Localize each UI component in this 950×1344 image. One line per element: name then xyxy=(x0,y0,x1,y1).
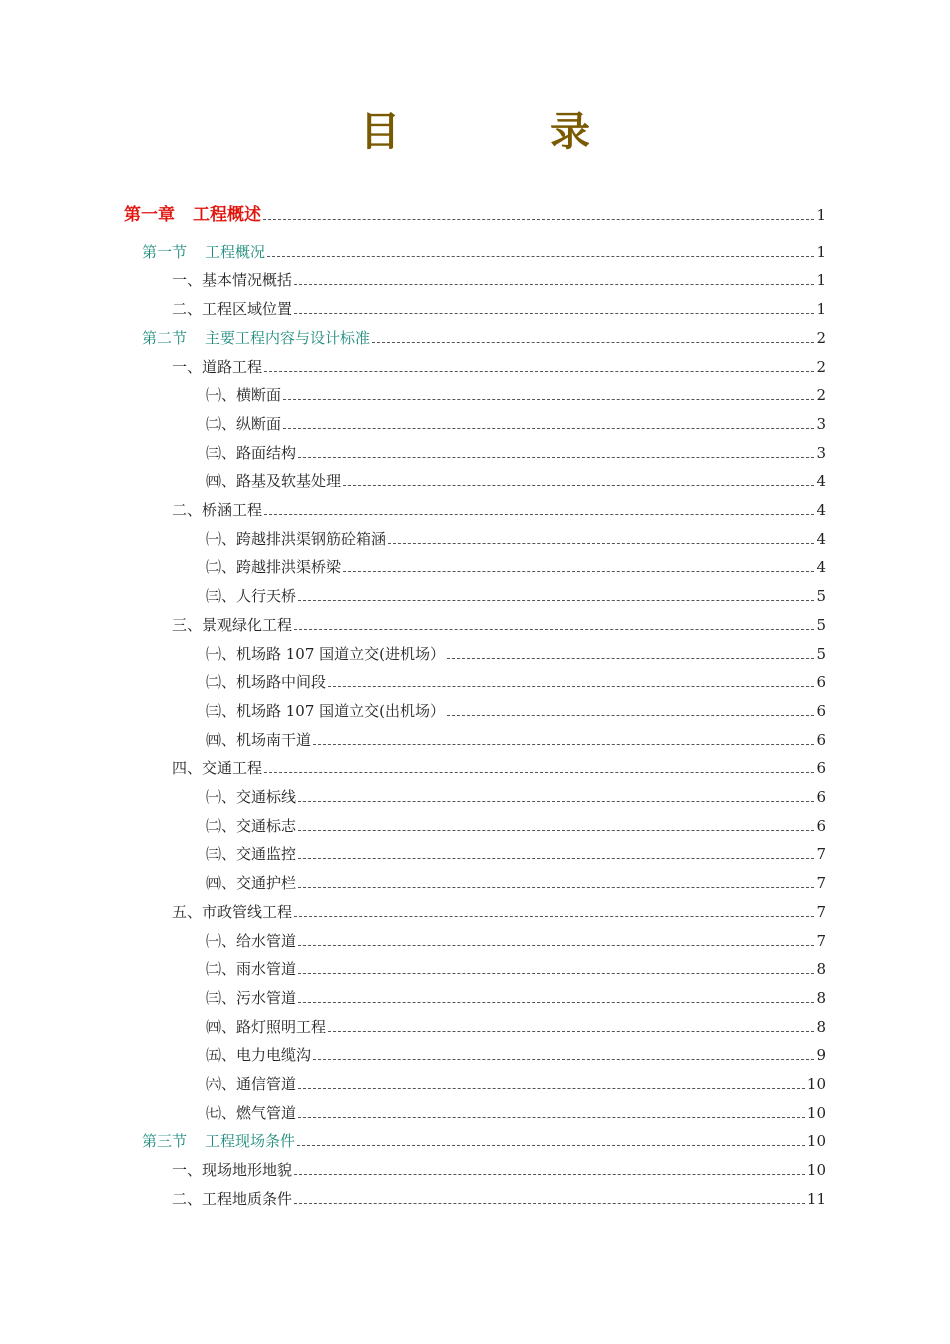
toc-entry-sub[interactable] xyxy=(206,787,826,807)
toc-entry-label: ㈡、纵断面 xyxy=(206,414,282,433)
page-title xyxy=(0,104,950,160)
toc-entry-sub[interactable] xyxy=(206,586,826,606)
toc-leader-line xyxy=(298,600,814,601)
toc-page-number: 10 xyxy=(806,1161,826,1180)
toc-entry-item[interactable] xyxy=(172,357,826,377)
toc-entry-section[interactable] xyxy=(142,328,826,348)
toc-entry-label: 四、交通工程 xyxy=(172,759,263,778)
toc-page-number: 6 xyxy=(816,673,826,692)
toc-page-number: 5 xyxy=(816,644,826,663)
toc-leader-line xyxy=(283,428,814,429)
toc-page-number: 1 xyxy=(816,300,826,319)
toc-entry-label: ㈤、电力电缆沟 xyxy=(206,1046,312,1065)
toc-entry-label: ㈡、雨水管道 xyxy=(206,960,297,979)
toc-page-number: 6 xyxy=(816,701,826,720)
toc-page-number: 7 xyxy=(816,931,826,950)
toc-entry-section[interactable] xyxy=(142,1131,826,1151)
toc-entry-sub[interactable] xyxy=(206,443,826,463)
toc-entry-label: 一、现场地形地貌 xyxy=(172,1161,293,1180)
toc-leader-line xyxy=(298,858,814,859)
toc-entry-label: ㈣、交通护栏 xyxy=(206,874,297,893)
toc-page-number: 2 xyxy=(816,328,826,347)
toc-leader-line xyxy=(294,629,814,630)
toc-entry-chapter[interactable] xyxy=(124,205,826,225)
toc-entry-sub[interactable] xyxy=(206,672,826,692)
toc-page-number: 6 xyxy=(816,788,826,806)
toc-entry-sub[interactable] xyxy=(206,414,826,434)
toc-leader-line xyxy=(283,399,814,400)
toc-entry-label: ㈦、燃气管道 xyxy=(206,1103,297,1122)
toc-leader-line xyxy=(264,772,814,773)
title-char-1: 目 xyxy=(360,109,400,155)
toc-leader-line xyxy=(447,658,814,659)
toc-entry-label: ㈢、机场路 107 国道立交(出机场） xyxy=(206,701,446,720)
toc-entry-number: 第一章 xyxy=(124,205,175,225)
toc-entry-sub[interactable] xyxy=(206,816,826,836)
toc-leader-line xyxy=(298,1117,805,1118)
toc-entry-label: 三、景观绿化工程 xyxy=(172,615,293,634)
toc-leader-line xyxy=(294,1203,805,1204)
toc-entry-text: 主要工程内容与设计标准 xyxy=(205,328,371,347)
toc-entry-label xyxy=(142,242,265,262)
toc-entry-sub[interactable] xyxy=(206,471,826,491)
toc-entry-label: ㈢、污水管道 xyxy=(206,988,297,1007)
toc-entry-label: 二、桥涵工程 xyxy=(172,501,263,519)
toc-entry-number: 第一节 xyxy=(142,242,188,261)
toc-leader-line xyxy=(267,256,814,257)
toc-entry-item[interactable] xyxy=(172,500,826,520)
toc-entry-item[interactable] xyxy=(172,1189,826,1209)
toc-leader-line xyxy=(298,945,814,946)
toc-entry-label xyxy=(124,205,261,225)
toc-entry-text: 工程概述 xyxy=(193,205,261,225)
toc-leader-line xyxy=(298,457,814,458)
toc-page-number: 8 xyxy=(816,988,826,1007)
toc-entry-sub[interactable] xyxy=(206,1017,826,1037)
toc-leader-line xyxy=(298,887,814,888)
toc-entry-number: 第三节 xyxy=(142,1132,188,1151)
toc-entry-item[interactable] xyxy=(172,615,826,635)
toc-page-number: 3 xyxy=(816,414,826,433)
toc-entry-sub[interactable] xyxy=(206,1074,826,1094)
toc-page-number: 1 xyxy=(816,271,826,290)
toc-entry-label: ㈢、路面结构 xyxy=(206,443,297,462)
toc-entry-label: 一、基本情况概括 xyxy=(172,271,293,290)
toc-leader-line xyxy=(328,686,814,687)
toc-page-number: 5 xyxy=(816,587,826,606)
toc-leader-line xyxy=(447,715,814,716)
toc-entry-label: ㈣、机场南干道 xyxy=(206,730,312,749)
toc-page-number: 8 xyxy=(816,1017,826,1036)
toc-page-number: 7 xyxy=(816,845,826,864)
toc-entry-item[interactable] xyxy=(172,902,826,922)
toc-entry-label: ㈠、跨越排洪渠钢筋砼箱涵 xyxy=(206,529,387,548)
toc-page-number: 6 xyxy=(816,730,826,749)
toc-entry-sub[interactable] xyxy=(206,1045,826,1065)
toc-leader-line xyxy=(294,1174,805,1175)
toc-entry-text: 工程概况 xyxy=(205,242,266,261)
toc-leader-line xyxy=(297,1145,805,1146)
toc-entry-label: 二、工程地质条件 xyxy=(172,1189,293,1208)
toc-entry-sub[interactable] xyxy=(206,1103,826,1123)
toc-leader-line xyxy=(343,485,814,486)
toc-entry-label xyxy=(142,328,370,348)
toc-entry-sub[interactable] xyxy=(206,730,826,750)
toc-entry-label: ㈠、交通标线 xyxy=(206,788,297,806)
toc-leader-line xyxy=(298,830,814,831)
toc-page-number: 2 xyxy=(816,357,826,376)
toc-entry-sub[interactable] xyxy=(206,873,826,893)
toc-entry-item[interactable] xyxy=(172,299,826,319)
toc-leader-line xyxy=(263,219,814,220)
toc-entry-label: 五、市政管线工程 xyxy=(172,902,293,921)
toc-entry-label: ㈣、路基及软基处理 xyxy=(206,472,342,491)
toc-page-number: 10 xyxy=(806,1075,826,1093)
toc-entry-label: ㈢、交通监控 xyxy=(206,845,297,864)
toc-entry-sub[interactable] xyxy=(206,529,826,549)
toc-entry-label: ㈢、人行天桥 xyxy=(206,587,297,606)
toc-entry-sub[interactable] xyxy=(206,385,826,405)
toc-page-number: 4 xyxy=(816,558,826,577)
toc-page-number: 4 xyxy=(816,501,826,519)
toc-entry-label: ㈡、机场路中间段 xyxy=(206,673,327,692)
toc-entry-sub[interactable] xyxy=(206,557,826,577)
toc-leader-line xyxy=(313,1059,814,1060)
toc-entry-sub[interactable] xyxy=(206,988,826,1008)
toc-leader-line xyxy=(298,1002,814,1003)
toc-page-number: 9 xyxy=(816,1046,826,1065)
toc-entry-number: 第二节 xyxy=(142,328,188,347)
toc-entry-item[interactable] xyxy=(172,1160,826,1180)
toc-leader-line xyxy=(313,744,814,745)
toc-entry-label: ㈥、通信管道 xyxy=(206,1075,297,1093)
toc-entry-sub[interactable] xyxy=(206,931,826,951)
toc-leader-line xyxy=(343,571,814,572)
toc-entry-label: ㈠、机场路 107 国道立交(进机场） xyxy=(206,644,446,663)
toc-entry-label: ㈠、横断面 xyxy=(206,386,282,405)
toc-leader-line xyxy=(294,313,814,314)
toc-entry-label: ㈣、路灯照明工程 xyxy=(206,1017,327,1036)
toc-leader-line xyxy=(388,543,814,544)
toc-entry-label: ㈡、交通标志 xyxy=(206,816,297,835)
toc-entry-label: 一、道路工程 xyxy=(172,357,263,376)
toc-page-number: 11 xyxy=(806,1189,826,1208)
toc-page-number: 1 xyxy=(816,206,826,224)
toc-leader-line xyxy=(372,342,814,343)
toc-leader-line xyxy=(298,801,814,802)
toc-page-number: 4 xyxy=(816,472,826,491)
toc-entry-sub[interactable] xyxy=(206,644,826,664)
toc-page-number: 2 xyxy=(816,386,826,405)
toc-page-number: 6 xyxy=(816,816,826,835)
toc-page-number: 1 xyxy=(816,242,826,261)
title-char-2: 录 xyxy=(550,109,590,155)
toc-page-number: 7 xyxy=(816,874,826,893)
toc-entry-label: ㈠、给水管道 xyxy=(206,931,297,950)
toc-page-number: 8 xyxy=(816,960,826,979)
toc-entry-label: ㈡、跨越排洪渠桥梁 xyxy=(206,558,342,577)
toc-page-number: 7 xyxy=(816,902,826,921)
toc-page-number: 5 xyxy=(816,615,826,634)
toc-page-number: 10 xyxy=(806,1132,826,1151)
toc-entry-sub[interactable] xyxy=(206,701,826,721)
toc-entry-sub[interactable] xyxy=(206,959,826,979)
toc-entry-item[interactable] xyxy=(172,758,826,778)
toc-entry-section[interactable] xyxy=(142,242,826,262)
toc-leader-line xyxy=(298,1088,805,1089)
toc-page-number: 3 xyxy=(816,443,826,462)
toc-entry-label xyxy=(142,1131,295,1151)
toc-entry-item[interactable] xyxy=(172,270,826,290)
toc-page-number: 4 xyxy=(816,529,826,548)
toc-page-number: 10 xyxy=(806,1103,826,1122)
toc-page-number: 6 xyxy=(816,759,826,778)
toc-leader-line xyxy=(328,1031,814,1032)
toc-leader-line xyxy=(298,973,814,974)
toc-entry-text: 工程现场条件 xyxy=(205,1132,296,1151)
toc-entry-label: 二、工程区域位置 xyxy=(172,300,293,319)
toc-leader-line xyxy=(294,916,814,917)
toc-entry-sub[interactable] xyxy=(206,844,826,864)
toc-leader-line xyxy=(264,371,814,372)
toc-leader-line xyxy=(264,514,814,515)
toc-leader-line xyxy=(294,284,814,285)
